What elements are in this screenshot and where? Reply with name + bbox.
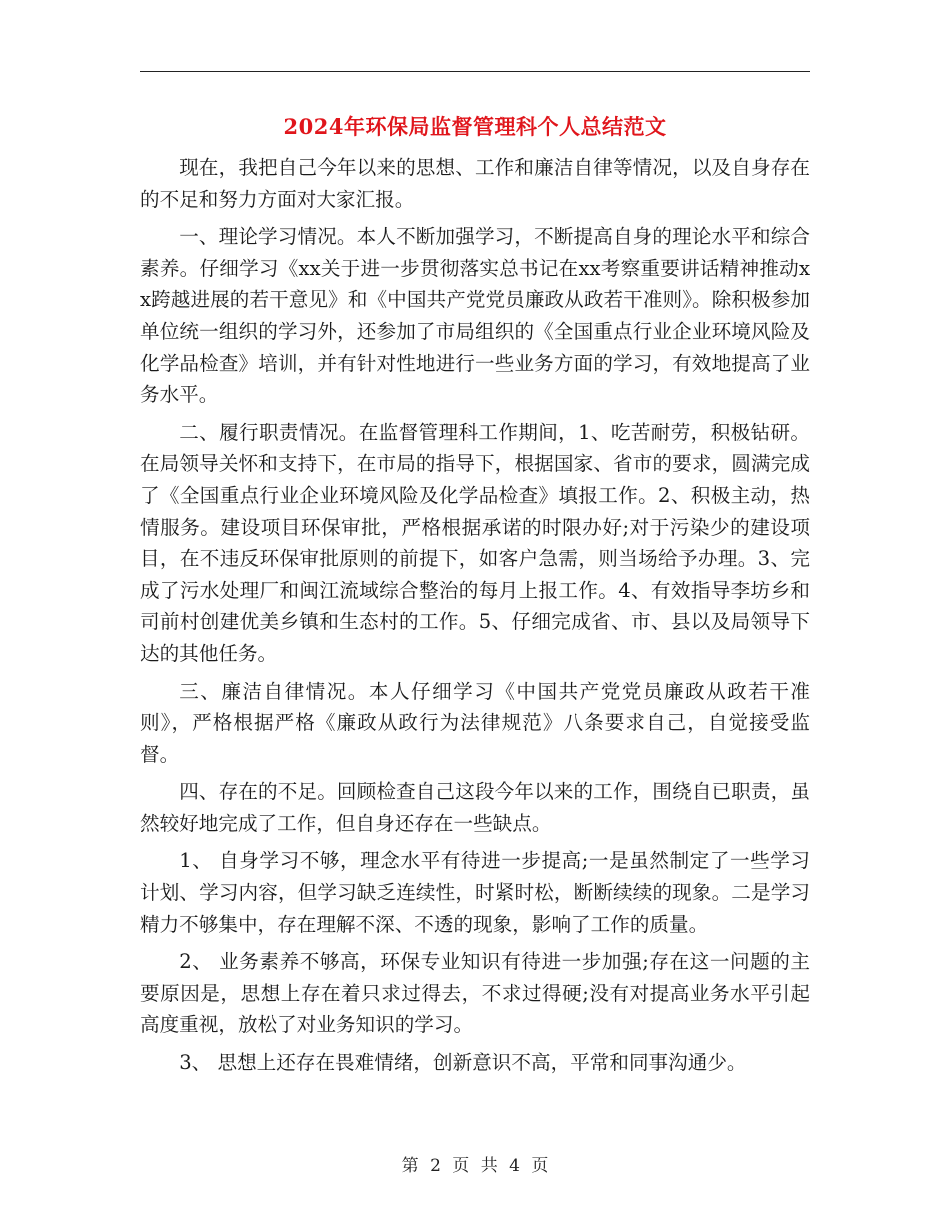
header-rule <box>140 71 810 72</box>
document-title: 2024年环保局监督管理科个人总结范文 <box>283 114 667 139</box>
paragraph-intro: 现在，我把自己今年以来的思想、工作和廉洁自律等情况，以及自身存在的不足和努力方面对大家汇报。 <box>140 156 810 211</box>
page-number-footer: 第 2 页 共 4 页 <box>401 1156 549 1176</box>
paragraph-duties: 二、履行职责情况。在监督管理科工作期间，1、吃苦耐劳，积极钻研。在局领导关怀和支持下，在市局的指导下，根据国家、省市的要求，圆满完成了《全国重点行业企业环境风险及化学品检查》填报工作。2、积极主动，热情服务。建设项目环保审批，严格根据承诺的时限办好;对于污染少的建设项目，在不违反环保审批原则的前提下，如客户急需，则当场给予办理。3、完成了污水处理厂和闽江流域综合整治的每月上报工作。4、有效指导李坊乡和司前村创建优美乡镇和生态村的工作。5、仔细完成省、市、县以及局领导下达的其他任务。 <box>140 420 810 665</box>
paragraph-theory-study: 一、理论学习情况。本人不断加强学习，不断提高自身的理论水平和综合素养。仔细学习《xx关于进一步贯彻落实总书记在xx考察重要讲话精神推动xx跨越进展的若干意见》和《中国共产党党员廉政从政若干准则》。除积极参加单位统一组织的学习外，还参加了市局组织的《全国重点行业企业环境风险及化学品检查》培训，并有针对性地进行一些业务方面的学习，有效地提高了业务水平。 <box>140 225 810 407</box>
paragraph-shortcoming-3: 3、 思想上还存在畏难情绪，创新意识不高，平常和同事沟通少。 <box>179 1051 747 1075</box>
paragraph-shortcomings: 四、存在的不足。回顾检查自己这段今年以来的工作，围绕自已职责，虽然较好地完成了工作，但自身还存在一些缺点。 <box>140 780 810 835</box>
paragraph-shortcoming-1: 1、 自身学习不够，理念水平有待进一步提高;一是虽然制定了一些学习计划、学习内容，但学习缺乏连续性，时紧时松，断断续续的现象。二是学习精力不够集中，存在理解不深、不透的现象，影响了工作的质量。 <box>140 849 810 936</box>
paragraph-shortcoming-2: 2、 业务素养不够高，环保专业知识有待进一步加强;存在这一问题的主要原因是，思想上存在着只求过得去，不求过得硬;没有对提高业务水平引起高度重视，放松了对业务知识的学习。 <box>140 950 810 1037</box>
paragraph-integrity: 三、廉洁自律情况。本人仔细学习《中国共产党党员廉政从政若干准则》，严格根据严格《廉政从政行为法律规范》八条要求自己，自觉接受监督。 <box>140 679 810 766</box>
document-body <box>140 152 810 1085</box>
